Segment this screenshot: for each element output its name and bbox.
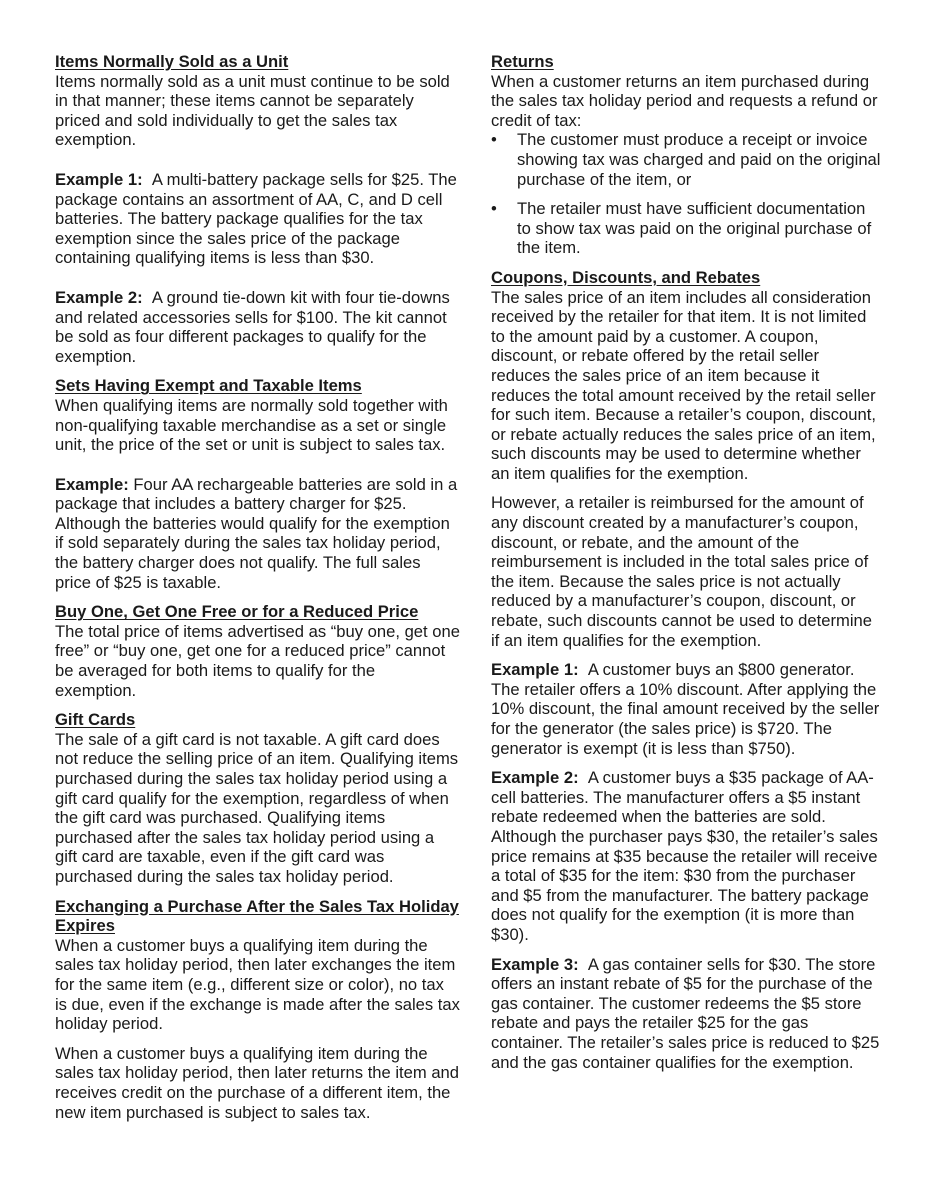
- section-heading: Coupons, Discounts, and Rebates: [491, 267, 761, 287]
- example-label: Example 1:: [55, 169, 143, 189]
- section-body: When a customer buys a qualifying item during the sales tax holiday period, then later returns the item and receives credit on the purchase of a different item, the new item purchased is subject to sales tax.: [55, 1043, 460, 1122]
- section-body: However, a retailer is reimbursed for the amount of any discount created by a manufacturer’s coupon, discount, or rebate, and the amount of the reimbursement is included in the total sales price of the item. Because the sales price is not actually reduced by a manufacturer’s coupon, discount, or rebate, such discounts cannot be used to determine if an item qualifies for the exemption.: [491, 493, 872, 650]
- example-label: Example:: [55, 474, 129, 494]
- example-text: A ground tie-down kit with four tie-downs and related accessories sells for $100. The kit cannot be sold as four different packages to qualify for the exemption.: [55, 287, 450, 366]
- example-label: Example 1:: [491, 660, 579, 680]
- example-text: A multi-battery package sells for $25. The package contains an assortment of AA, C, and D cell batteries. The battery package qualifies for the tax exemption since the sales price of the package containing qualifying items is less than $30.: [55, 169, 457, 268]
- list-item: [491, 130, 881, 189]
- example-label: Example 2:: [55, 287, 143, 307]
- section-body: The sales price of an item includes all consideration received by the retailer for that item. It is not limited to the amount paid by a customer. A coupon, discount, or rebate offered by the retail seller reduces the sales price of an item because it reduces the total amount received by the retail seller for such item. Because a retailer’s coupon, discount, or rebate actually reduces the sales price of an item, such discounts may be used to determine whether an item qualifies for the exemption.: [491, 287, 876, 483]
- section-heading: Gift Cards: [55, 710, 136, 730]
- section-body: The total price of items advertised as “buy one, get one free” or “buy one, get one for a reduced price” cannot be averaged for both items to qualify for the exemption.: [55, 621, 460, 700]
- example-paragraph: [55, 288, 460, 366]
- section-heading: Sets Having Exempt and Taxable Items: [55, 376, 362, 396]
- section-body: When a customer returns an item purchased during the sales tax holiday period and requests a refund or credit of tax:: [491, 71, 878, 130]
- section-heading: Returns: [491, 52, 554, 71]
- list-item-text: The retailer must have sufficient documentation to show tax was paid on the original purchase of the item.: [517, 199, 872, 258]
- list-item: [491, 199, 881, 258]
- example-text: A gas container sells for $30. The store offers an instant rebate of $5 for the purchase of the gas container. The customer redeems the $5 store rebate and pays the retailer $25 for the gas container. The retailer’s sales price is reduced to $25 and the gas container qualifies for the exemption.: [491, 954, 880, 1072]
- section-coupons-discounts-rebates: [491, 268, 881, 1072]
- example-text: A customer buys an $800 generator. The retailer offers a 10% discount. After applying the 10% discount, the final amount received by the seller for the generator (the sales price) is $720. The generator is exempt (it is less than $750).: [491, 660, 880, 758]
- section-exchanging-purchase: [55, 897, 460, 1123]
- section-sets-exempt-taxable: [55, 376, 460, 592]
- bullet-icon: •: [491, 199, 497, 219]
- section-body: When a customer buys a qualifying item during the sales tax holiday period, then later exchanges the item for the same item (e.g., different size or color), no tax is due, even if the exchange is made after the sales tax holiday period.: [55, 935, 460, 1034]
- example-paragraph: [55, 170, 460, 268]
- section-body: When qualifying items are normally sold together with non-qualifying taxable merchandise as a set or single unit, the price of the set or unit is subject to sales tax.: [55, 395, 448, 455]
- example-paragraph: [55, 475, 460, 593]
- example-paragraph: [491, 955, 881, 1073]
- returns-bullet-list: [491, 130, 881, 258]
- right-column: [491, 52, 881, 1072]
- left-column: [55, 52, 460, 1122]
- section-body: The sale of a gift card is not taxable. A gift card does not reduce the selling price of an item. Qualifying items purchased during the sales tax holiday period using a gift card qualify for the exemption, regardless of when the gift card was purchased. Qualifying items purchased after the sales tax holiday period using a gift card are taxable, even if the gift card was purchased during the sales tax holiday period.: [55, 729, 459, 886]
- section-body: Items normally sold as a unit must continue to be sold in that manner; these items cannot be separately priced and sold individually to get the sales tax exemption.: [55, 71, 450, 150]
- section-items-sold-as-unit: [55, 52, 460, 366]
- example-paragraph: [491, 768, 881, 944]
- section-returns: [491, 52, 881, 258]
- example-label: Example 3:: [491, 954, 579, 974]
- section-heading: Buy One, Get One Free or for a Reduced Price: [55, 602, 419, 622]
- example-paragraph: [491, 660, 881, 758]
- section-buy-one-get-one: [55, 602, 460, 700]
- example-label: Example 2:: [491, 768, 579, 788]
- section-heading: Items Normally Sold as a Unit: [55, 52, 289, 71]
- bullet-icon: •: [491, 130, 497, 150]
- example-text: A customer buys a $35 package of AA-cell batteries. The manufacturer offers a $5 instant rebate redeemed when the batteries are sold. Although the purchaser pays $30, the retailer’s sales price remains at $35 because the retailer will receive a total of $35 for the item: $30 from the purchaser and $5 from the manufacturer. The battery package does not qualify for the exemption (it is more than $30).: [491, 768, 878, 944]
- list-item-text: The customer must produce a receipt or invoice showing tax was charged and paid on the original purchase of the item, or: [517, 130, 881, 189]
- section-gift-cards: [55, 710, 460, 886]
- example-text: Four AA rechargeable batteries are sold in a package that includes a battery charger for $25. Although the batteries would qualify for the exemption if sold separately during the sales tax holiday period, the battery charger does not qualify. The full sales price of $25 is taxable.: [55, 474, 458, 592]
- section-heading: Exchanging a Purchase After the Sales Tax Holiday Expires: [55, 896, 459, 936]
